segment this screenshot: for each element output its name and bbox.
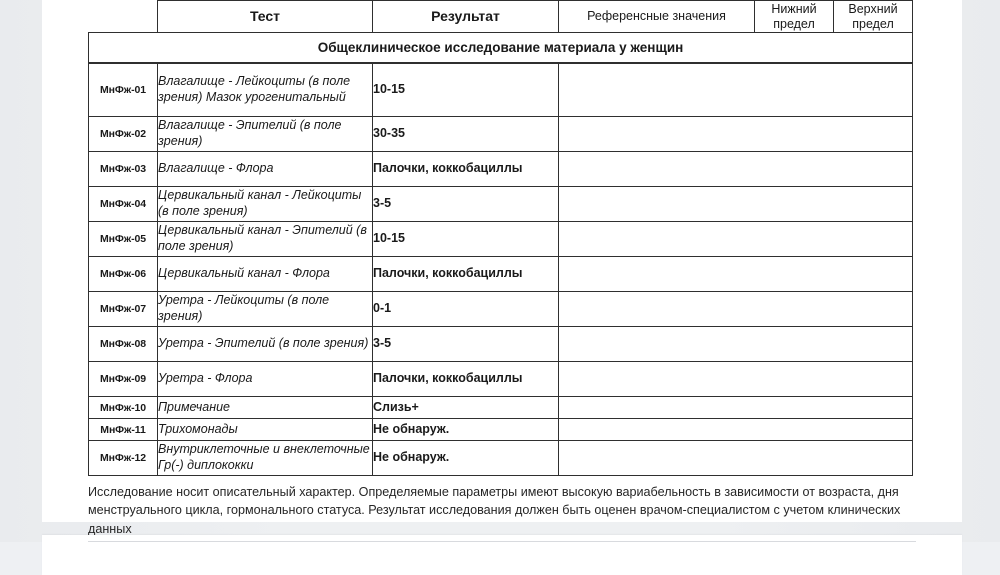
cell-reference-range	[559, 419, 913, 441]
table-row	[89, 152, 913, 187]
cell-result-value: 3-5	[373, 187, 559, 222]
cell-result-value: 0-1	[373, 292, 559, 327]
table-header	[89, 1, 913, 33]
cell-result-value: Слизь+	[373, 397, 559, 419]
cell-test-name: Трихомонады	[158, 419, 373, 441]
cell-test-name: Цервикальный канал - Лейкоциты (в поле зрения)	[158, 187, 373, 222]
cell-reference-range	[559, 257, 913, 292]
cell-reference-range	[559, 117, 913, 152]
cell-reference-range	[559, 362, 913, 397]
cell-result-value: Не обнаруж.	[373, 441, 559, 476]
table-row	[89, 117, 913, 152]
cell-reference-range	[559, 292, 913, 327]
cell-test-name: Примечание	[158, 397, 373, 419]
lab-results-rows-table	[88, 63, 913, 476]
cell-test-code: МнФж-12	[89, 441, 158, 476]
cell-test-code: МнФж-07	[89, 292, 158, 327]
cell-test-name: Уретра - Эпителий (в поле зрения)	[158, 327, 373, 362]
page-content	[88, 0, 912, 538]
cell-result-value: 10-15	[373, 64, 559, 117]
cell-reference-range	[559, 327, 913, 362]
table-row	[89, 362, 913, 397]
cell-test-name: Влагалище - Лейкоциты (в поле зрения) Мазок урогенитальный	[158, 64, 373, 117]
cell-test-name: Внутриклеточные и внеклеточные Гр(-) диплококки	[158, 441, 373, 476]
table-header-row	[89, 1, 913, 33]
section-title: Общеклиническое исследование материала у женщин	[89, 33, 913, 63]
table-row	[89, 292, 913, 327]
cell-result-value: 3-5	[373, 327, 559, 362]
table-row	[89, 187, 913, 222]
column-header-upper-limit: Верхний предел	[834, 1, 913, 33]
cell-test-name: Цервикальный канал - Эпителий (в поле зрения)	[158, 222, 373, 257]
cell-reference-range	[559, 397, 913, 419]
cell-test-code: МнФж-10	[89, 397, 158, 419]
cell-reference-range	[559, 441, 913, 476]
page-sheet-current	[42, 0, 962, 536]
cell-reference-range	[559, 64, 913, 117]
cell-test-code: МнФж-08	[89, 327, 158, 362]
lab-results-table	[88, 0, 913, 63]
column-header-test: Тест	[158, 1, 373, 33]
cell-result-value: 10-15	[373, 222, 559, 257]
result-rows	[89, 64, 913, 476]
cell-test-code: МнФж-06	[89, 257, 158, 292]
cell-test-name: Уретра - Лейкоциты (в поле зрения)	[158, 292, 373, 327]
column-header-id	[89, 1, 158, 33]
table-row	[89, 397, 913, 419]
cell-reference-range	[559, 152, 913, 187]
cell-test-name: Влагалище - Флора	[158, 152, 373, 187]
section-title-row	[89, 33, 913, 63]
cell-result-value: Не обнаруж.	[373, 419, 559, 441]
cell-test-name: Уретра - Флора	[158, 362, 373, 397]
table-row	[89, 419, 913, 441]
cell-result-value: Палочки, коккобациллы	[373, 362, 559, 397]
page-sheet-next	[42, 535, 962, 575]
cell-test-code: МнФж-09	[89, 362, 158, 397]
footnote-text: Исследование носит описательный характер. Определяемые параметры имеют высокую вариабельность в зависимости от возраста, дня менструального цикла, гормонального статуса. Результат исследования должен быть оценен врачом-специалистом с учетом клинических данных	[88, 485, 901, 536]
table-row	[89, 327, 913, 362]
cell-test-code: МнФж-02	[89, 117, 158, 152]
cell-test-name: Влагалище - Эпителий (в поле зрения)	[158, 117, 373, 152]
column-header-result: Результат	[373, 1, 559, 33]
cell-reference-range	[559, 187, 913, 222]
cell-test-name: Цервикальный канал - Флора	[158, 257, 373, 292]
table-row	[89, 257, 913, 292]
column-header-lower-limit: Нижний предел	[755, 1, 834, 33]
table-row	[89, 441, 913, 476]
cell-test-code: МнФж-05	[89, 222, 158, 257]
cell-reference-range	[559, 222, 913, 257]
table-row	[89, 222, 913, 257]
cell-result-value: 30-35	[373, 117, 559, 152]
cell-test-code: МнФж-01	[89, 64, 158, 117]
cell-result-value: Палочки, коккобациллы	[373, 257, 559, 292]
cell-test-code: МнФж-03	[89, 152, 158, 187]
table-body	[89, 33, 913, 63]
cell-result-value: Палочки, коккобациллы	[373, 152, 559, 187]
cell-test-code: МнФж-11	[89, 419, 158, 441]
cell-test-code: МнФж-04	[89, 187, 158, 222]
column-header-reference: Референсные значения	[559, 1, 755, 33]
table-row	[89, 64, 913, 117]
